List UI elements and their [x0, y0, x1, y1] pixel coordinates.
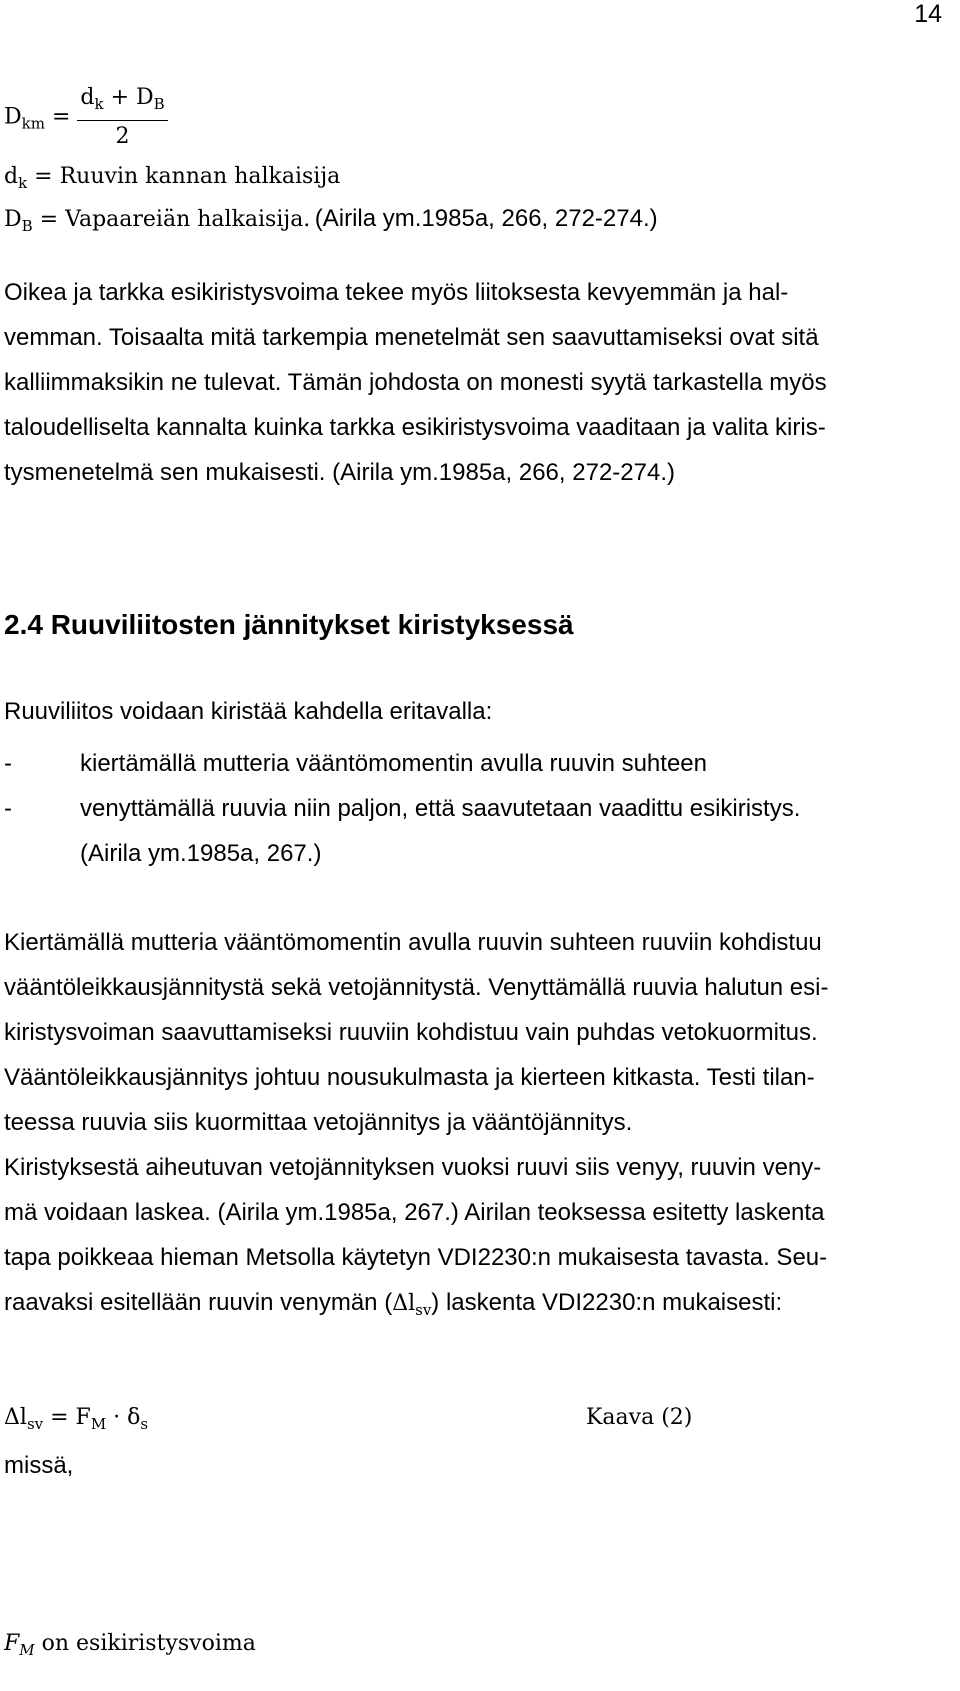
formula-dkm [4, 84, 168, 151]
formula-subscript: km [21, 114, 45, 133]
formula-label: Kaava (2) [586, 1405, 693, 1430]
list-item [4, 741, 800, 786]
list-item-continuation [4, 831, 800, 876]
text-line: tysmenetelmä sen mukaisesti. (Airila ym.1985a, 266, 272-274.) [4, 459, 675, 486]
fraction-denominator: 2 [115, 124, 130, 149]
bullet-text: kiertämällä mutteria vääntömomentin avulla ruuvin suhteen [80, 750, 707, 777]
citation: (Airila ym.1985a, 267.) [80, 840, 322, 867]
text-line: vemman. Toisaalta mitä tarkempia menetelmät sen saavuttamiseksi ovat sitä [4, 324, 819, 351]
text-line: tapa poikkeaa hieman Metsolla käytetyn VDI2230:n mukaisesta tavasta. Seu- [4, 1244, 828, 1271]
definition-fm: $F_M$ on esikiristysvoima [4, 1631, 256, 1659]
page-number: 14 [914, 0, 942, 28]
fraction [77, 84, 167, 151]
equals-sign: = [51, 104, 71, 130]
formula-2: $\Delta l_{sv} = F_M \cdot \delta_s$ [4, 1405, 149, 1433]
text-line: raavaksi esitellään ruuvin venymän $(\Delta l_{sv})$ laskenta VDI2230:n mukaisesti: [4, 1289, 783, 1319]
section-heading: 2.4 Ruuviliitosten jännitykset kiristyksessä [4, 609, 574, 640]
text-line: taloudelliselta kannalta kuinka tarkka esikiristysvoima vaaditaan ja valita kiris- [4, 414, 826, 441]
definition-dk: $d_k$ = Ruuvin kannan halkaisija [4, 164, 341, 192]
text-line: Oikea ja tarkka esikiristysvoima tekee myös liitoksesta kevyemmän ja hal- [4, 279, 789, 306]
bullet-text: venyttämällä ruuvia niin paljon, että saavutetaan vaadittu esikiristys. [80, 795, 801, 822]
formula-symbol: D [4, 104, 22, 130]
text-line: teessa ruuvia siis kuormittaa vetojännitys ja vääntöjännitys. [4, 1109, 633, 1136]
citation: (Airila ym.1985a, 266, 272-274.) [314, 205, 658, 232]
text-line: Kiertämällä mutteria vääntömomentin avulla ruuvin suhteen ruuviin kohdistuu [4, 929, 822, 956]
text-line: kiristysvoiman saavuttamiseksi ruuviin kohdistuu vain puhdas vetokuormitus. [4, 1019, 818, 1046]
paragraph-2 [4, 920, 828, 1325]
list-item [4, 786, 800, 831]
paragraph-1 [4, 270, 827, 495]
bullet-dash: - [4, 750, 12, 777]
text-line: kalliimmaksikin ne tulevat. Tämän johdosta on monesti syytä tarkastella myös [4, 369, 827, 396]
inline-math: $\Delta l_{sv}$ [392, 1291, 432, 1319]
intro-text: Ruuviliitos voidaan kiristää kahdella eritavalla: [4, 698, 493, 725]
where-text: missä, [4, 1452, 74, 1479]
text-line: vääntöleikkausjännitystä sekä vetojännitystä. Venyttämällä ruuvia halutun esi- [4, 974, 829, 1001]
text-line: Vääntöleikkausjännitys johtuu nousukulmasta ja kierteen kitkasta. Testi tilan- [4, 1064, 815, 1091]
text-line: Kiristyksestä aiheutuvan vetojännityksen vuoksi ruuvi siis venyy, ruuvin veny- [4, 1154, 822, 1181]
bullet-dash: - [4, 795, 12, 822]
definition-db: $D_B$ = Vapaareiän halkaisija. (Airila ym.1985a, 266, 272-274.) [4, 205, 658, 235]
fraction-numerator: $d_k + D_B$ [77, 84, 167, 121]
bullet-list [4, 741, 800, 876]
text-line: mä voidaan laskea. (Airila ym.1985a, 267.) Airilan teoksessa esitetty laskenta [4, 1199, 825, 1226]
